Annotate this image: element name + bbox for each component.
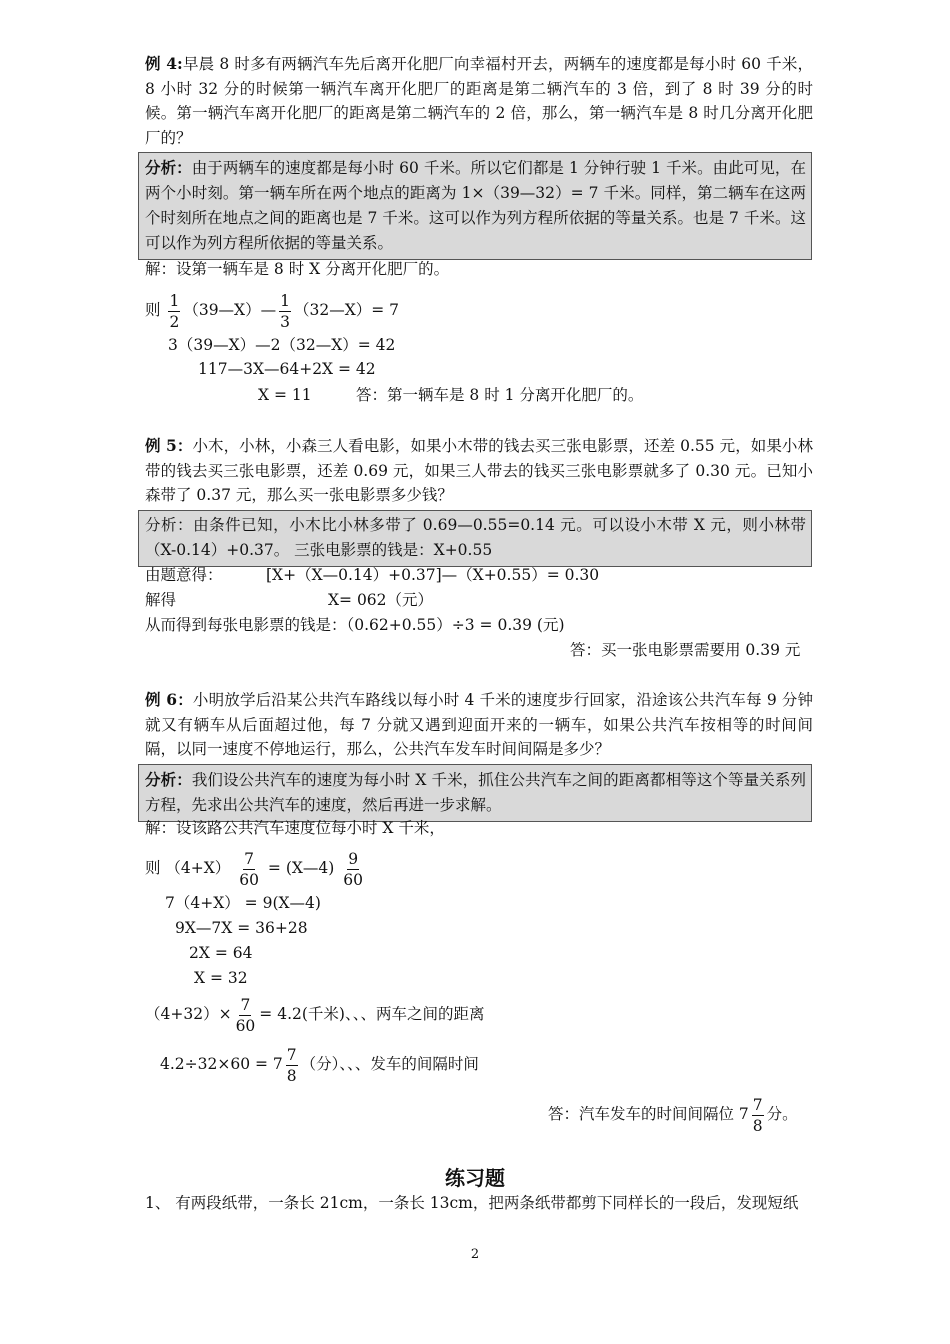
fraction-denominator: 60	[343, 870, 363, 889]
example-6-equation-2: 7（4+X） = 9(X—4)	[165, 894, 321, 912]
example-5-equation-2: X= 062（元）	[328, 591, 434, 609]
example-4-equation-4: X = 11	[258, 386, 312, 404]
fraction-denominator: 8	[286, 1066, 297, 1085]
example-6-text: 小明放学后沿某公共汽车路线以每小时 4 千米的速度步行回家，沿途该公共汽车每 9 分钟就又有辆车从后面超过他，每 7 分就又遇到迎面开来的一辆车，如果公共汽车按相等的时间间隔，以同一速度不停地运行，那么，公共汽车发车时间间隔是多少？	[145, 691, 813, 758]
example-6-equation-5: X = 32	[194, 969, 248, 987]
example-4-analysis-box	[138, 152, 812, 260]
example-5-label: 例 5：	[145, 436, 193, 455]
example-4-label: 例 4:	[145, 54, 183, 73]
example-5-equation-label: 由题意得：	[145, 566, 223, 584]
fraction	[235, 995, 257, 1036]
fraction	[286, 1045, 298, 1086]
fraction-numerator: 7	[286, 1045, 297, 1064]
fraction-denominator: 3	[280, 312, 290, 331]
fraction-numerator: 7	[752, 1095, 763, 1114]
example-4-text: 早晨 8 时多有两辆汽车先后离开化肥厂向幸福村开去，两辆车的速度都是每小时 60 千米，8 小时 32 分的时候第一辆汽车离开化肥厂的距离是第二辆汽车的 3 倍，到了 8 时 39 分的时候。第一辆汽车离开化肥厂的距离是第二辆汽车的 2 倍，那么，第一辆汽车是 8 时几分离开化肥厂的？	[145, 55, 813, 147]
eq-end: （32—X）= 7	[293, 301, 400, 319]
example-6-problem	[145, 688, 813, 762]
fraction-numerator: 7	[240, 995, 251, 1014]
example-5-equation-3: 从而得到每张电影票的钱是：（0.62+0.55）÷3 = 0.39 (元)	[145, 616, 565, 634]
example-4-equation-1	[145, 290, 399, 332]
fraction-numerator: 1	[280, 291, 290, 310]
eq-prefix: 则 （4+X）	[145, 859, 231, 877]
example-5-text: 小木，小林，小森三人看电影，如果小木带的钱去买三张电影票，还差 0.55 元，如果小林带的钱去买三张电影票，还差 0.69 元，如果三人带去的钱买三张电影票就多了 0.30 元。已知小森带了 0.37 元，那么买一张电影票多少钱？	[145, 437, 813, 504]
eq-prefix: 则	[145, 301, 161, 319]
example-5-solve-label: 解得	[145, 591, 177, 609]
example-4-answer: 答：第一辆车是 8 时 1 分离开化肥厂的。	[356, 386, 644, 404]
eq-end: = 4.2(千米)、、、两车之间的距离	[259, 1005, 485, 1023]
example-4-problem	[145, 52, 813, 150]
example-4-equation-3: 117—3X—64+2X = 42	[198, 360, 376, 378]
fraction	[168, 291, 180, 332]
example-6-analysis-text: 我们设公共汽车的速度为每小时 X 千米，抓住公共汽车之间的距离都相等这个等量关系列方程，先求出公共汽车的速度，然后再进一步求解。	[145, 771, 806, 814]
fraction-numerator: 9	[348, 849, 359, 868]
example-6-equation-1	[145, 846, 367, 890]
practice-heading: 练习题	[445, 1166, 505, 1190]
eq-prefix: 4.2÷32×60 = 7	[160, 1055, 283, 1073]
fraction-denominator: 60	[239, 870, 259, 889]
example-6-equation-3: 9X—7X = 36+28	[175, 919, 308, 937]
eq-middle: = (X—4)	[267, 859, 335, 877]
fraction	[752, 1095, 764, 1136]
fraction-numerator: 7	[244, 849, 255, 868]
example-6-equation-4: 2X = 64	[189, 944, 253, 962]
example-5-problem	[145, 434, 813, 508]
example-6-analysis-label: 分析：	[145, 770, 192, 789]
example-6-label: 例 6：	[145, 690, 193, 709]
example-6-equation-7	[160, 1042, 479, 1086]
example-5-analysis-box: 分析：由条件已知，小木比小林多带了 0.69—0.55=0.14 元。可以设小木带 X 元，则小林带（X-0.14）+0.37。 三张电影票的钱是：X+0.55	[138, 510, 812, 567]
example-6-equation-6	[145, 992, 484, 1036]
answer-end: 分。	[766, 1105, 798, 1123]
fraction-numerator: 1	[169, 291, 180, 310]
fraction-denominator: 2	[169, 312, 180, 331]
example-4-equation-2: 3（39—X）—2（32—X）= 42	[168, 336, 396, 354]
fraction	[238, 849, 260, 890]
fraction	[279, 291, 291, 332]
example-6-answer	[548, 1092, 798, 1136]
fraction	[342, 849, 364, 890]
eq-prefix: （4+32）×	[145, 1005, 232, 1023]
example-4-analysis-text: 由于两辆车的速度都是每小时 60 千米。所以它们都是 1 分钟行驶 1 千米。由此可见，在两个小时刻。第一辆车所在两个地点的距离为 1×（39—32）= 7 千米。同样，第二辆车在这两个时刻所在地点之间的距离也是 7 千米。这可以作为列方程所依据的等量关系。也是 7 千米。这可以作为列方程所依据的等量关系。	[145, 159, 806, 252]
example-4-solution-intro: 解：设第一辆车是 8 时 X 分离开化肥厂的。	[145, 260, 450, 278]
example-5-equation-1: [X+（X—0.14）+0.37]—（X+0.55）= 0.30	[266, 566, 600, 584]
practice-question-1: 1、 有两段纸带，一条长 21cm，一条长 13cm，把两条纸带都剪下同样长的一段后，发现短纸	[145, 1194, 799, 1212]
fraction-denominator: 8	[752, 1116, 763, 1135]
example-6-solution-intro: 解：设该路公共汽车速度位每小时 X 千米，	[145, 819, 445, 837]
example-4-analysis-label: 分析：	[145, 158, 192, 177]
example-6-analysis-box	[138, 764, 812, 822]
page-number: 2	[470, 1247, 480, 1262]
eq-end: （分）、、、发车的间隔时间	[300, 1055, 479, 1073]
example-5-answer: 答：买一张电影票需要用 0.39 元	[570, 641, 801, 659]
eq-middle: （39—X）—	[183, 301, 277, 319]
answer-prefix: 答：汽车发车的时间间隔位 7	[548, 1105, 749, 1123]
fraction-denominator: 60	[235, 1016, 256, 1035]
